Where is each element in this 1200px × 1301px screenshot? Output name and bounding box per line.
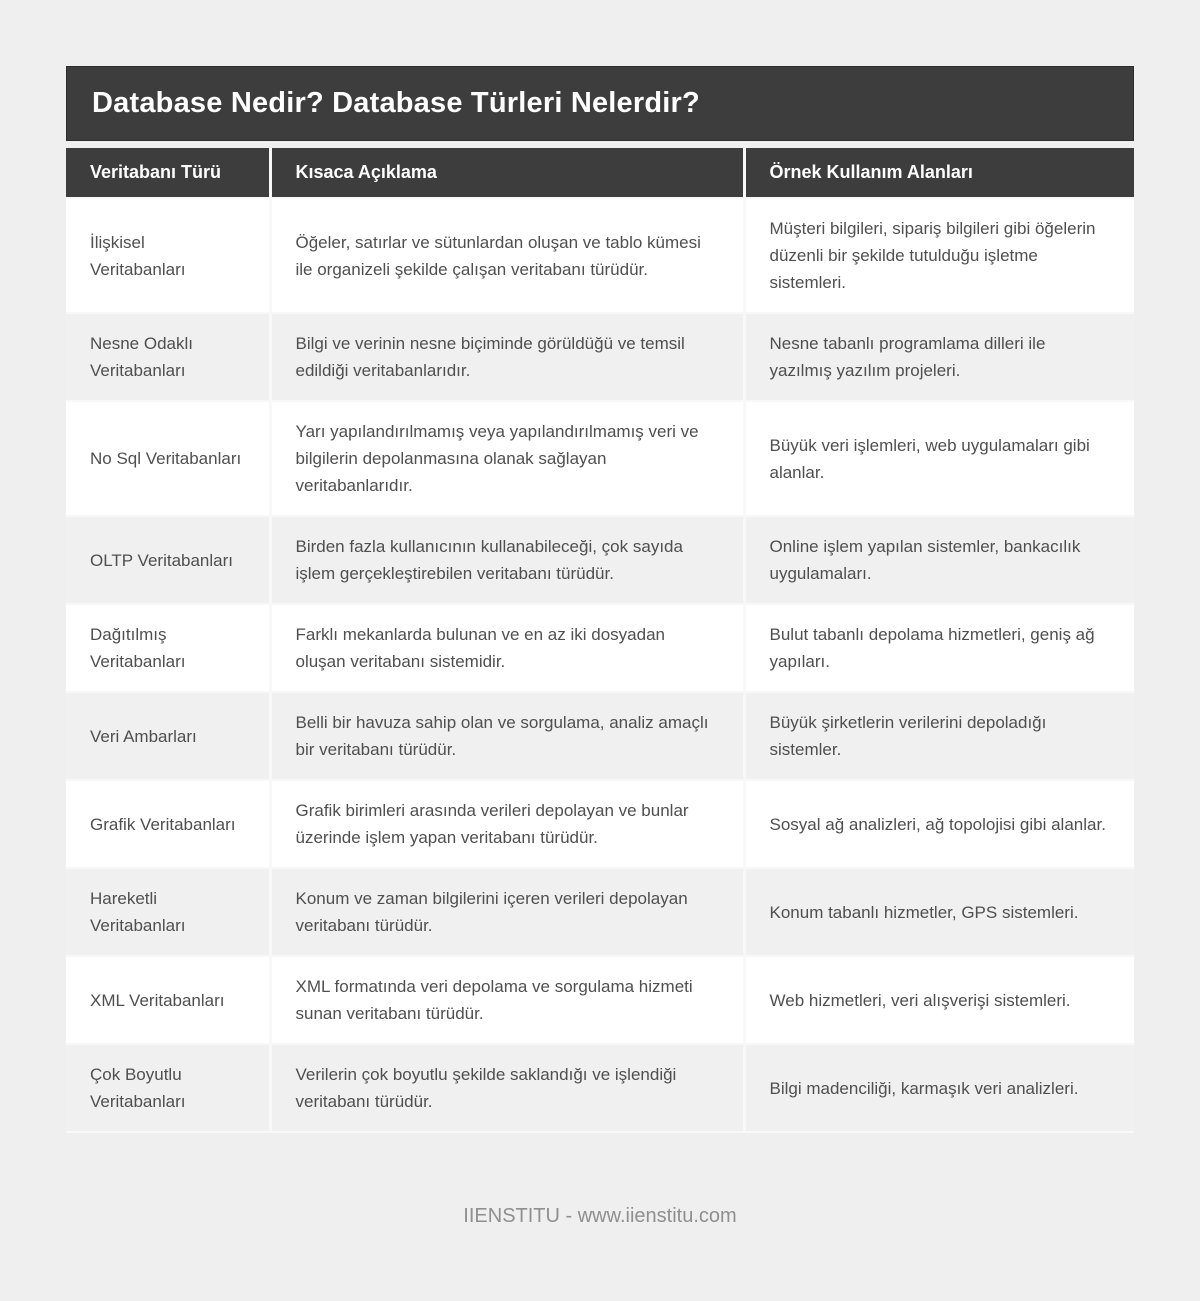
- description-cell: Grafik birimleri arasında verileri depolayan ve bunlar üzerinde işlem yapan veritabanı türüdür.: [270, 780, 744, 868]
- examples-cell: Bulut tabanlı depolama hizmetleri, geniş ağ yapıları.: [744, 604, 1134, 692]
- description-cell: Öğeler, satırlar ve sütunlardan oluşan ve tablo kümesi ile organizeli şekilde çalışan veritabanı türüdür.: [270, 198, 744, 313]
- column-header-examples: Örnek Kullanım Alanları: [744, 148, 1134, 198]
- footer-credit: IIENSTITU - www.iienstitu.com: [463, 1205, 737, 1227]
- type-cell: No Sql Veritabanları: [66, 401, 270, 516]
- table-row: [66, 1044, 1134, 1132]
- database-types-card: [66, 66, 1134, 1133]
- description-cell: Bilgi ve verinin nesne biçiminde görüldüğü ve temsil edildiği veritabanlarıdır.: [270, 313, 744, 401]
- examples-cell: Konum tabanlı hizmetler, GPS sistemleri.: [744, 868, 1134, 956]
- column-header-description: Kısaca Açıklama: [270, 148, 744, 198]
- type-cell: Dağıtılmış Veritabanları: [66, 604, 270, 692]
- type-cell: Nesne Odaklı Veritabanları: [66, 313, 270, 401]
- type-cell: Grafik Veritabanları: [66, 780, 270, 868]
- examples-cell: Müşteri bilgileri, sipariş bilgileri gibi öğelerin düzenli bir şekilde tutulduğu işletme sistemleri.: [744, 198, 1134, 313]
- type-cell: OLTP Veritabanları: [66, 516, 270, 604]
- header-row: [66, 148, 1134, 198]
- table-row: [66, 868, 1134, 956]
- description-cell: Birden fazla kullanıcının kullanabileceği, çok sayıda işlem gerçekleştirebilen veritabanı türüdür.: [270, 516, 744, 604]
- examples-cell: Büyük veri işlemleri, web uygulamaları gibi alanlar.: [744, 401, 1134, 516]
- table-row: [66, 198, 1134, 313]
- page-title: Database Nedir? Database Türleri Nelerdir?: [66, 66, 1134, 141]
- examples-cell: Web hizmetleri, veri alışverişi sistemleri.: [744, 956, 1134, 1044]
- examples-cell: Online işlem yapılan sistemler, bankacılık uygulamaları.: [744, 516, 1134, 604]
- examples-cell: Bilgi madenciliği, karmaşık veri analizleri.: [744, 1044, 1134, 1132]
- table-row: [66, 604, 1134, 692]
- description-cell: Belli bir havuza sahip olan ve sorgulama, analiz amaçlı bir veritabanı türüdür.: [270, 692, 744, 780]
- description-cell: Farklı mekanlarda bulunan ve en az iki dosyadan oluşan veritabanı sistemidir.: [270, 604, 744, 692]
- table-row: [66, 313, 1134, 401]
- type-cell: XML Veritabanları: [66, 956, 270, 1044]
- examples-cell: Büyük şirketlerin verilerini depoladığı sistemler.: [744, 692, 1134, 780]
- type-cell: Hareketli Veritabanları: [66, 868, 270, 956]
- examples-cell: Sosyal ağ analizleri, ağ topolojisi gibi alanlar.: [744, 780, 1134, 868]
- table-row: [66, 692, 1134, 780]
- database-types-table: [66, 148, 1134, 1133]
- table-row: [66, 956, 1134, 1044]
- type-cell: İlişkisel Veritabanları: [66, 198, 270, 313]
- column-header-type: Veritabanı Türü: [66, 148, 270, 198]
- type-cell: Çok Boyutlu Veritabanları: [66, 1044, 270, 1132]
- type-cell: Veri Ambarları: [66, 692, 270, 780]
- description-cell: Verilerin çok boyutlu şekilde saklandığı ve işlendiği veritabanı türüdür.: [270, 1044, 744, 1132]
- table-row: [66, 401, 1134, 516]
- description-cell: Konum ve zaman bilgilerini içeren verileri depolayan veritabanı türüdür.: [270, 868, 744, 956]
- examples-cell: Nesne tabanlı programlama dilleri ile yazılmış yazılım projeleri.: [744, 313, 1134, 401]
- description-cell: Yarı yapılandırılmamış veya yapılandırılmamış veri ve bilgilerin depolanmasına olanak sağlayan veritabanlarıdır.: [270, 401, 744, 516]
- table-row: [66, 516, 1134, 604]
- description-cell: XML formatında veri depolama ve sorgulama hizmeti sunan veritabanı türüdür.: [270, 956, 744, 1044]
- table-row: [66, 780, 1134, 868]
